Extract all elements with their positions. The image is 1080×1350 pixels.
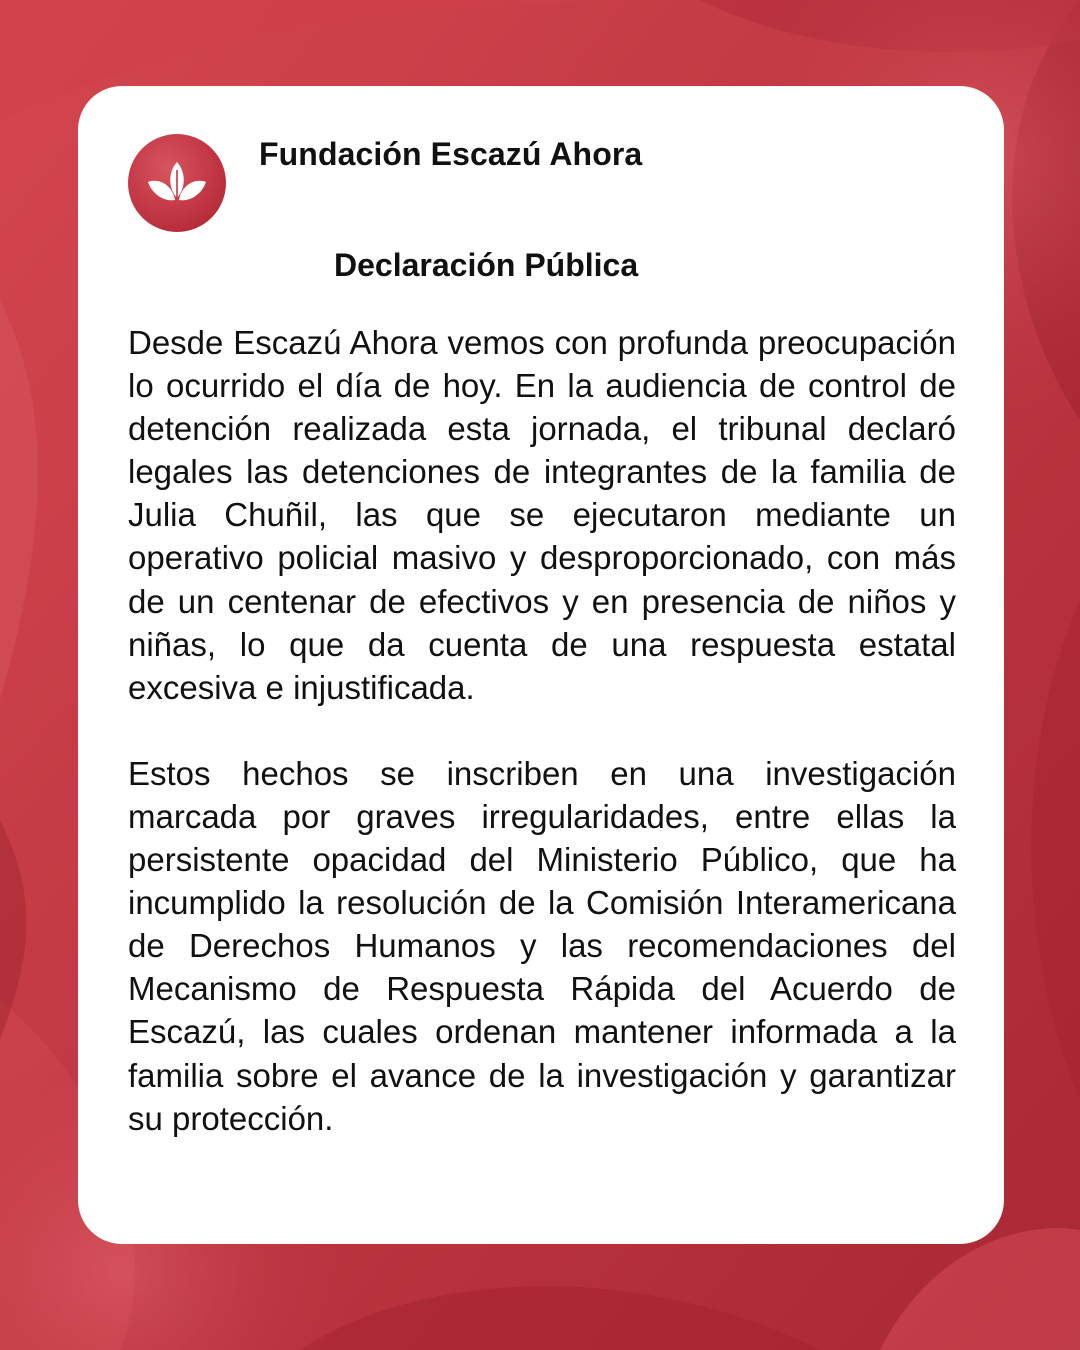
statement-paragraph: Estos hechos se inscriben en una investigación marcada por graves irregularidades, entre ellas la persistente opacidad del Ministerio Público, que ha incumplido la resolución de la Comisión Interamericana de Derechos Humanos y las recomendaciones del Mecanismo de Respuesta Rápida del Acuerdo de Escazú, las cuales ordenan mantener informada a la familia sobre el avance de la investigación y garantizar su protección. [128,754,956,1137]
organization-name: Fundación Escazú Ahora [259,136,643,172]
statement-body [128,321,956,1140]
leaf-sprout-icon [128,134,226,232]
statement-card [78,86,1004,1244]
statement-paragraph: Desde Escazú Ahora vemos con profunda preocupación lo ocurrido el día de hoy. En la audiencia de control de detención realizada esta jornada, el tribunal declaró legales las detenciones de integrantes de la familia de Julia Chuñil, las que se ejecutaron mediante un operativo policial masivo y desproporcionado, con más de un centenar de efectivos y en presencia de niños y niñas, lo que da cuenta de una respuesta estatal excesiva e injustificada. [128,324,956,706]
document-title: Declaración Pública [334,247,639,283]
